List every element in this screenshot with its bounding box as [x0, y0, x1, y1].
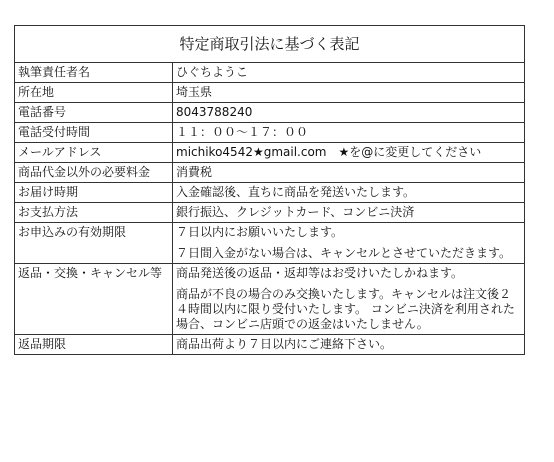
row-value-address [173, 83, 525, 103]
table-row [15, 223, 525, 264]
row-value-phone-hours [173, 123, 525, 143]
row-label-phone: 電話番号 [15, 103, 173, 123]
table-row [15, 143, 525, 163]
value-text: 商品発送後の返品・返却等はお受けいたしかねます。 [176, 266, 464, 280]
row-value-return-deadline [173, 335, 525, 355]
table-row [15, 123, 525, 143]
row-label-returns: 返品・交換・キャンセル等 [15, 264, 173, 335]
row-value-email [173, 143, 525, 163]
value-text: ７日間入金がない場合は、キャンセルとさせていただきます。 [176, 246, 512, 260]
row-value-validity [173, 223, 525, 264]
value-text: michiko4542★gmail.com ★を@に変更してください [176, 145, 482, 159]
value-text: 埼玉県 [176, 85, 213, 99]
row-value-returns [173, 264, 525, 335]
row-label-extra-fees: 商品代金以外の必要料金 [15, 163, 173, 183]
row-label-payment: お支払方法 [15, 203, 173, 223]
row-value-delivery [173, 183, 525, 203]
row-label-delivery: お届け時期 [15, 183, 173, 203]
row-value-phone [173, 103, 525, 123]
legal-notice-table [14, 25, 525, 355]
table-row [15, 203, 525, 223]
table-row [15, 163, 525, 183]
row-value-author [173, 63, 525, 83]
value-text: 銀行振込、クレジットカード、コンビニ決済 [176, 205, 415, 219]
value-text: 商品出荷より７日以内にご連絡下さい。 [176, 337, 393, 351]
row-label-validity: お申込みの有効期限 [15, 223, 173, 264]
table-row [15, 335, 525, 355]
table-row [15, 183, 525, 203]
value-text: ７日以内にお願いいたします。 [176, 225, 344, 239]
title-row [15, 26, 525, 63]
value-text: ひぐちようこ [176, 65, 249, 79]
value-text: 消費税 [176, 165, 213, 179]
row-label-author: 執筆責任者名 [15, 63, 173, 83]
table-row [15, 264, 525, 335]
table-row [15, 83, 525, 103]
row-label-phone-hours: 電話受付時間 [15, 123, 173, 143]
row-value-extra-fees [173, 163, 525, 183]
row-label-email: メールアドレス [15, 143, 173, 163]
page-title: 特定商取引法に基づく表記 [15, 26, 525, 63]
value-text: 8043788240 [176, 105, 253, 119]
table-row [15, 103, 525, 123]
row-label-return-deadline: 返品期限 [15, 335, 173, 355]
value-text: 入金確認後、直ちに商品を発送いたします。 [176, 185, 416, 199]
row-label-address: 所在地 [15, 83, 173, 103]
value-text: １１：００～１７：００ [176, 125, 309, 139]
row-value-payment [173, 203, 525, 223]
table-row [15, 63, 525, 83]
value-text: 商品が不良の場合のみ交換いたします。キャンセルは注文後２４時間以内に限り受付いたします。 コンビニ決済を利用された場合、コンビニ店頭での返金はいたしません。 [176, 287, 515, 331]
